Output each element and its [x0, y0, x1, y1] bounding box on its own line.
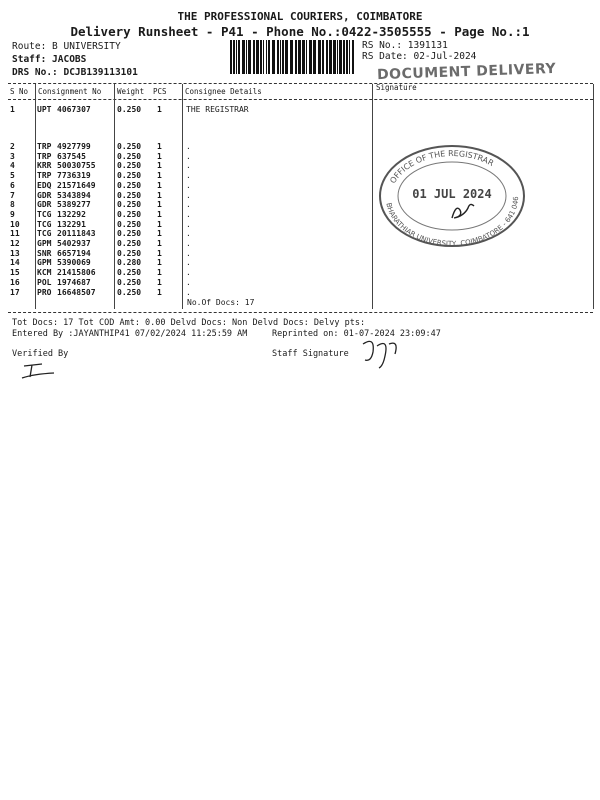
seal-date: 01 JUL 2024: [412, 187, 492, 201]
row-consignee: .: [186, 229, 191, 239]
row-consignee: .: [186, 200, 191, 210]
row-weight: 0.250: [117, 161, 142, 171]
signature-scribble: [452, 204, 474, 218]
row-consignment-prefix: TRP: [37, 151, 52, 161]
row-consignment-prefix: TRP: [37, 171, 52, 181]
row-consignment-prefix: GDR: [37, 200, 52, 210]
row-sno: 9: [10, 209, 15, 219]
row-consignment-number: 132291: [57, 219, 86, 229]
row-consignee: .: [186, 180, 191, 190]
row-weight: 0.250: [117, 105, 142, 114]
row-consignee: .: [186, 268, 191, 278]
row-sno: 5: [10, 171, 15, 181]
row-sno: 4: [10, 161, 15, 171]
row-weight: 0.280: [117, 258, 142, 268]
row-weight: 0.250: [117, 229, 142, 239]
seal-outer-text: OFFICE OF THE REGISTRAR: [388, 148, 496, 186]
row-sno: 16: [10, 277, 20, 287]
row-sno: 1: [10, 105, 15, 114]
col-header-sno: S No: [10, 87, 29, 96]
row-weight: 0.250: [117, 268, 142, 278]
row-consignment-number: 5402937: [57, 239, 91, 248]
col-header-signature: Signature: [376, 83, 417, 92]
row-consignment-prefix: PRO: [37, 287, 52, 297]
row-consignment-number: 16648507: [57, 287, 96, 297]
row-consignment-prefix: KRR: [37, 161, 52, 171]
row-consignment-prefix: SNR: [37, 248, 52, 258]
col-divider: [593, 84, 594, 309]
row-weight: 0.250: [117, 142, 142, 151]
row-sno: 17: [10, 287, 20, 297]
row-weight: 0.250: [117, 277, 142, 287]
row-consignment-number: 50030755: [57, 161, 96, 171]
row-pcs: 1: [157, 277, 162, 287]
row-sno: 10: [10, 219, 20, 229]
row-weight: 0.250: [117, 209, 142, 219]
col-divider: [182, 84, 183, 309]
runsheet-title: Delivery Runsheet - P41 - Phone No.:0422-3505555 - Page No.:1: [70, 24, 530, 39]
row-sno: 14: [10, 258, 20, 268]
row-sno: 12: [10, 239, 20, 248]
row-pcs: 1: [157, 142, 162, 151]
row-consignment-prefix: GDR: [37, 190, 52, 200]
no-of-docs: No.Of Docs: 17: [187, 298, 255, 307]
row-pcs: 1: [157, 190, 162, 200]
row-weight: 0.250: [117, 200, 142, 210]
row-consignment-prefix: GPM: [37, 239, 52, 248]
row-pcs: 1: [157, 287, 162, 297]
col-divider: [114, 84, 115, 309]
registrar-seal: [372, 140, 532, 250]
col-divider: [35, 84, 36, 309]
row-consignment-number: 5390069: [57, 258, 91, 268]
rs-number: RS No.: 1391131: [362, 40, 448, 51]
row-consignee: .: [186, 258, 191, 268]
route-label: Route: B UNIVERSITY: [12, 41, 121, 52]
row-consignment-number: 4067307: [57, 105, 91, 114]
row-pcs: 1: [157, 229, 162, 239]
row-consignment-prefix: TCG: [37, 209, 52, 219]
row-consignee: .: [186, 151, 191, 161]
row-pcs: 1: [157, 180, 162, 190]
verified-initial-mark: [20, 360, 60, 382]
row-consignment-number: 4927799: [57, 142, 91, 151]
row-sno: 6: [10, 180, 15, 190]
barcode: [230, 40, 356, 74]
drs-number: DRS No.: DCJB139113101: [12, 67, 138, 78]
row-consignment-number: 21571649: [57, 180, 96, 190]
row-consignment-number: 637545: [57, 151, 86, 161]
row-consignee: .: [186, 287, 191, 297]
row-sno: 11: [10, 229, 20, 239]
row-consignment-prefix: TRP: [37, 142, 52, 151]
col-header-consignee: Consignee Details: [185, 87, 262, 96]
row-consignment-number: 1974687: [57, 277, 91, 287]
row-pcs: 1: [157, 239, 162, 248]
verified-by-label: Verified By: [12, 349, 69, 359]
row-pcs: 1: [157, 161, 162, 171]
row-consignment-prefix: POL: [37, 277, 52, 287]
row-weight: 0.250: [117, 151, 142, 161]
row-consignee: THE REGISTRAR: [186, 105, 249, 114]
row-sno: 2: [10, 142, 15, 151]
company-name: THE PROFESSIONAL COURIERS, COIMBATORE: [177, 10, 423, 23]
row-weight: 0.250: [117, 190, 142, 200]
row-consignee: .: [186, 161, 191, 171]
row-weight: 0.250: [117, 219, 142, 229]
row-weight: 0.250: [117, 180, 142, 190]
row-sno: 7: [10, 190, 15, 200]
row-pcs: 1: [157, 258, 162, 268]
row-consignment-number: 20111843: [57, 229, 96, 239]
row-sno: 8: [10, 200, 15, 210]
row-consignee: .: [186, 239, 191, 248]
row-pcs: 1: [157, 200, 162, 210]
row-consignee: .: [186, 190, 191, 200]
row-consignee: .: [186, 142, 191, 151]
entered-by: Entered By :JAYANTHIP41 07/02/2024 11:25:59 AM: [12, 329, 248, 339]
totals-line: Tot Docs: 17 Tot COD Amt: 0.00 Delvd Docs: Non Delvd Docs: Delvy pts:: [12, 318, 366, 328]
staff-signature-label: Staff Signature: [272, 349, 349, 359]
row-pcs: 1: [157, 248, 162, 258]
row-pcs: 1: [157, 219, 162, 229]
row-pcs: 1: [157, 151, 162, 161]
row-consignment-number: 7736319: [57, 171, 91, 181]
row-consignment-prefix: EDQ: [37, 180, 52, 190]
staff-label: Staff: JACOBS: [12, 54, 87, 65]
row-sno: 13: [10, 248, 20, 258]
row-consignment-number: 6657194: [57, 248, 91, 258]
row-weight: 0.250: [117, 239, 142, 248]
row-consignment-prefix: UPT: [37, 105, 52, 114]
row-weight: 0.250: [117, 248, 142, 258]
table-top-rule: [8, 83, 593, 84]
row-pcs: 1: [157, 171, 162, 181]
row-sno: 3: [10, 151, 15, 161]
row-consignee: .: [186, 219, 191, 229]
row-weight: 0.250: [117, 287, 142, 297]
row-consignment-prefix: TCG: [37, 229, 52, 239]
row-consignment-prefix: KCM: [37, 268, 52, 278]
row-consignee: .: [186, 209, 191, 219]
rs-date: RS Date: 02-Jul-2024: [362, 51, 477, 62]
table-header-rule: [8, 99, 593, 100]
row-pcs: 1: [157, 105, 162, 114]
col-header-consignment: Consignment No: [38, 87, 102, 96]
row-consignee: .: [186, 171, 191, 181]
row-consignee: .: [186, 277, 191, 287]
document-delivery-stamp: DOCUMENT DELIVERY: [376, 60, 557, 84]
row-pcs: 1: [157, 209, 162, 219]
row-sno: 15: [10, 268, 20, 278]
row-consignment-prefix: GPM: [37, 258, 52, 268]
row-consignment-number: 5389277: [57, 200, 91, 210]
footer-top-rule: [8, 312, 593, 313]
row-consignee: .: [186, 248, 191, 258]
row-consignment-prefix: TCG: [37, 219, 52, 229]
col-header-pcs: PCS: [153, 87, 167, 96]
row-weight: 0.250: [117, 171, 142, 181]
reprinted-on: Reprinted on: 01-07-2024 23:09:47: [272, 329, 441, 339]
row-consignment-number: 21415806: [57, 268, 96, 278]
col-header-weight: Weight: [117, 87, 145, 96]
seal-bottom-text: BHARATHIAR UNIVERSITY, COIMBATORE - 641 046: [384, 196, 521, 249]
row-consignment-number: 5343894: [57, 190, 91, 200]
row-pcs: 1: [157, 268, 162, 278]
staff-signature-mark: [355, 332, 415, 372]
row-consignment-number: 132292: [57, 209, 86, 219]
